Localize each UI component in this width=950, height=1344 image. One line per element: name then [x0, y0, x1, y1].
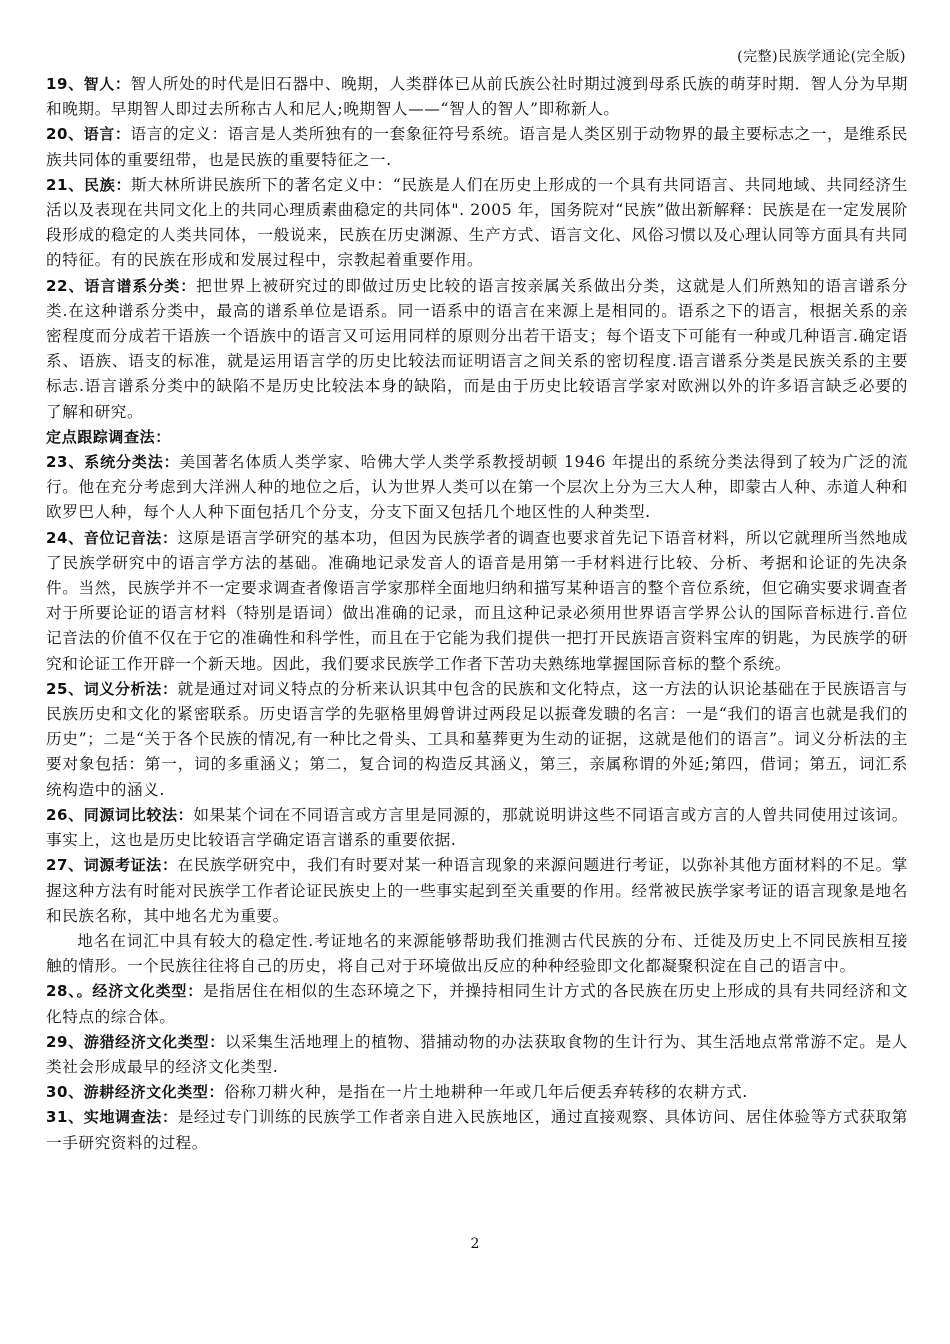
- entry-20: [46, 122, 908, 172]
- entry-23: [46, 450, 908, 526]
- entry-term: 22、语言谱系分类：: [46, 276, 197, 295]
- entry-term: 29、游猎经济文化类型：: [46, 1032, 225, 1051]
- entry-22: [46, 274, 908, 425]
- entry-text: 智人所处的时代是旧石器中、晚期，人类群体已从前氏族公社时期过渡到母系氏族的萌芽时期．智人分为早期和晚期。早期智人即过去所称古人和尼人;晚期智人——“智人的智人”即称新人。: [46, 75, 908, 119]
- entry-text: 在民族学研究中，我们有时要对某一种语言现象的来源问题进行考证，以弥补其他方面材料的不足。掌握这种方法有时能对民族学工作者论证民族史上的一些事实起到至关重要的作用。经常被民族学家考证的语言现象是地名和民族名称，其中地名尤为重要。: [46, 856, 908, 925]
- entry-term: 19、智人：: [46, 75, 131, 93]
- entry-27: [46, 853, 908, 929]
- entry-text: 是指居住在相似的生态环境之下，并操持相同生计方式的各民族在历史上形成的具有共同经济和文化特点的综合体。: [46, 982, 908, 1026]
- entry-text: 语言的定义：语言是人类所独有的一套象征符号系统。语言是人类区别于动物界的最主要标志之一，是维系民族共同体的重要纽带，也是民族的重要特征之一.: [46, 125, 908, 169]
- entry-29: [46, 1030, 908, 1080]
- body-paragraph: 地名在词汇中具有较大的稳定性.考证地名的来源能够帮助我们推测古代民族的分布、迁徙及历史上不同民族相互接触的情形。一个民族往往将自己的历史，将自己对于环境做出反应的种种经验即文化都凝聚积淀在自己的语言中。: [46, 931, 908, 976]
- entry-term: 30、游耕经济文化类型：: [46, 1083, 225, 1102]
- document-body: [46, 72, 908, 1156]
- entry-text: 斯大林所讲民族所下的著名定义中：“民族是人们在历史上形成的一个具有共同语言、共同地域、共同经济生活以及表现在共同文化上的共同心理质素曲稳定的共同体". 2005 年，国务院对“民族”做出新解释：民族是在一定发展阶段形成的稳定的人类共同体，一般说来，民族在历史渊源、生产方式、语言文化、风俗习惯以及心理认同等方面具有共同的特征。有的民族在形成和发展过程中，宗教起着重要作用。: [46, 175, 908, 270]
- entry-text: 把世界上被研究过的即做过历史比较的语言按亲属关系做出分类，这就是人们所熟知的语言谱系分类.在这种谱系分类中，最高的谱系单位是语系。同一语系中的语言在来源上是相同的。语系之下的语言，根据关系的亲密程度而分成若干语族一个语族中的语言又可运用同样的原则分出若干语支；每个语支下可能有一种或几种语言.确定语系、语族、语支的标准，就是运用语言学的历史比较法而证明语言之间关系的密切程度.语言谱系分类是民族关系的主要标志.语言谱系分类中的缺陷不是历史比较法本身的缺陷，而是由于历史比较语言学家对欧洲以外的许多语言缺乏必要的了解和研究。: [46, 276, 909, 421]
- page-number: 2: [470, 1236, 480, 1252]
- entry-term: 21、民族：: [46, 175, 132, 194]
- entry-21: [46, 173, 908, 274]
- entry-text: 如果某个词在不同语言或方言里是同源的，那就说明讲这些不同语言或方言的人曾共同使用过该词。事实上，这也是历史比较语言学确定语言谱系的重要依据.: [46, 805, 908, 850]
- entry-text: 是经过专门训练的民族学工作者亲自进入民族地区，通过直接观察、具体访问、居住体验等方式获取第一手研究资料的过程。: [46, 1108, 908, 1152]
- entry-28: [46, 979, 908, 1029]
- entry-24: [46, 526, 908, 677]
- entry-25: [46, 677, 908, 803]
- entry-term: 23、系统分类法：: [46, 453, 180, 472]
- entry-term: 27、词源考证法：: [46, 856, 178, 875]
- entry-term: 26、同源词比较法：: [46, 805, 194, 824]
- entry-26: [46, 803, 908, 853]
- running-header: (完整)民族学通论(完全版): [737, 49, 906, 65]
- entry-text: 以采集生活地理上的植物、猎捕动物的办法获取食物的生计行为、其生活地点常常游不定。是人类社会形成最早的经济文化类型.: [46, 1032, 908, 1076]
- entry-term: 24、音位记音法：: [46, 528, 178, 547]
- entry-text: 这原是语言学研究的基本功，但因为民族学者的调查也要求首先记下语音材料，所以它就理所当然地成了民族学研究中的语言学方法的基础。准确地记录发音人的语音是用第一手材料进行比较、分析、考据和论证的先决条件。当然，民族学并不一定要求调查者像语言学家那样全面地归纳和描写某种语言的整个音位系统，但它确实要求调查者对于所要论证的语言材料（特别是语词）做出准确的记录，而且这种记录必须用世界语言学界公认的国际音标进行.音位记音法的价值不仅在于它的准确性和科学性，而且在于它能为我们提供一把打开民族语言资料宝库的钥匙，为民族学的研究和论证工作开辟一个新天地。因此，我们要求民族学工作者下苦功夫熟练地掌握国际音标的整个系统。: [46, 528, 908, 673]
- entry-31: [46, 1105, 908, 1155]
- entry-term: 25、词义分析法：: [46, 679, 178, 698]
- entry-text: 就是通过对词义特点的分析来认识其中包含的民族和文化特点，这一方法的认识论基础在于民族语言与民族历史和文化的紧密联系。历史语言学的先驱格里姆曾讲过两段足以振聋发聩的名言：一是“我们的语言也就是我们的历史”；二是“关于各个民族的情况,有一种比之骨头、工具和墓葬更为生动的证据，这就是他们的语言”。词义分析法的主要对象包括：第一，词的多重涵义；第二，复合词的构造反其涵义，第三，亲属称谓的外延;第四，借词；第五，词汇系统构造中的涵义.: [46, 679, 908, 799]
- entry-30: [46, 1080, 908, 1105]
- section-heading: 定点跟踪调查法：: [46, 427, 171, 446]
- entry-19: [46, 72, 908, 122]
- entry-text: 美国著名体质人类学家、哈佛大学人类学系教授胡顿 1946 年提出的系统分类法得到了较为广泛的流行。他在充分考虑到大洋洲人种的地位之后，认为世界人类可以在第一个层次上分为三大人种，即蒙古人种、赤道人种和欧罗巴人种，每个人人种下面包括几个分支，分支下面又包括几个地区性的人种类型.: [46, 453, 908, 522]
- entry-term: 31、实地调查法：: [46, 1108, 178, 1127]
- entry-term: 20、语言：: [46, 125, 131, 144]
- entry-text: 俗称刀耕火种，是指在一片土地耕种一年或几年后便丢弃转移的农耕方式.: [224, 1083, 748, 1102]
- entry-term: 28、。经济文化类型：: [46, 982, 204, 1001]
